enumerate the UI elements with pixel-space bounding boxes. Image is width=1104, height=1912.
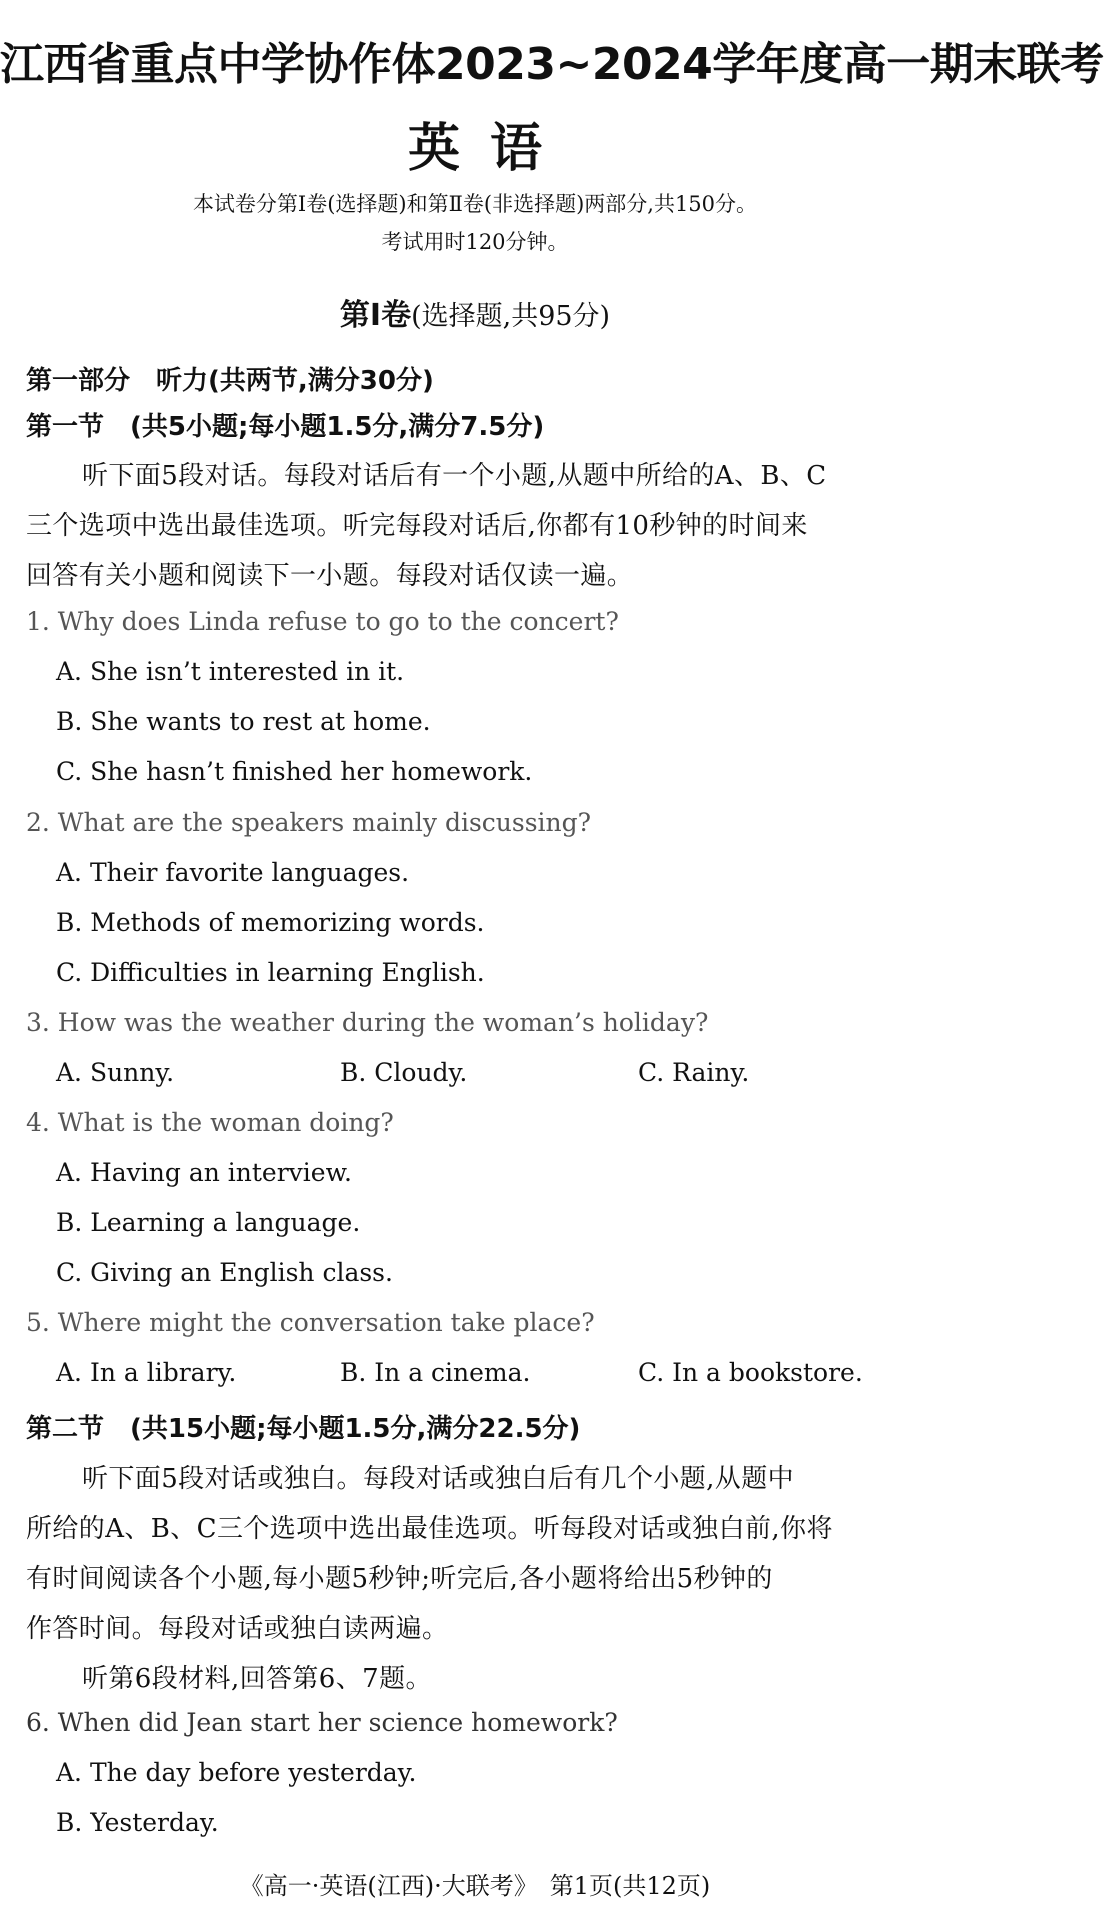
volume-heading xyxy=(0,290,950,334)
question-4-option-c: C. Giving an English class. xyxy=(56,1258,393,1287)
question-1-option-c: C. She hasn’t finished her homework. xyxy=(56,757,533,786)
part1-heading: 第一部分 听力(共两节,满分30分) xyxy=(26,366,434,396)
question-5-option-c: C. In a bookstore. xyxy=(638,1358,863,1387)
section1-intro-line1: 听下面5段对话。每段对话后有一个小题,从题中所给的A、B、C xyxy=(82,461,827,491)
page-footer: 《高一·英语(江西)·大联考》 第1页(共12页) xyxy=(239,1872,711,1900)
question-1-option-b: B. She wants to rest at home. xyxy=(56,707,431,736)
section1-intro-line3: 回答有关小题和阅读下一小题。每段对话仅读一遍。 xyxy=(26,561,634,591)
question-4-stem: 4. What is the woman doing? xyxy=(26,1108,394,1137)
question-5-option-b: B. In a cinema. xyxy=(340,1358,531,1387)
section2-intro-line4: 作答时间。每段对话或独白读两遍。 xyxy=(26,1614,449,1644)
section2-intro-line2: 所给的A、B、C三个选项中选出最佳选项。听每段对话或独白前,你将 xyxy=(26,1514,833,1544)
section1-heading: 第一节 (共5小题;每小题1.5分,满分7.5分) xyxy=(26,412,545,442)
exam-title: 江西省重点中学协作体2023~2024学年度高一期末联考 xyxy=(0,39,1104,90)
material-6-instruction: 听第6段材料,回答第6、7题。 xyxy=(82,1664,432,1694)
question-6-stem: 6. When did Jean start her science homework? xyxy=(26,1708,618,1737)
question-6-option-a: A. The day before yesterday. xyxy=(56,1758,417,1787)
question-3-option-b: B. Cloudy. xyxy=(340,1058,468,1087)
question-5-stem: 5. Where might the conversation take place? xyxy=(26,1308,595,1337)
exam-note-time: 考试用时120分钟。 xyxy=(381,230,569,254)
question-2-stem: 2. What are the speakers mainly discussing? xyxy=(26,808,592,837)
subject-title: 英语 xyxy=(407,119,572,179)
question-3-stem: 3. How was the weather during the woman’s holiday? xyxy=(26,1008,709,1037)
question-5-option-a: A. In a library. xyxy=(56,1358,237,1387)
question-1-option-a: A. She isn’t interested in it. xyxy=(56,657,405,686)
volume-sub: (选择题,共95分) xyxy=(411,301,611,332)
question-2-option-a: A. Their favorite languages. xyxy=(56,858,410,887)
question-1-stem: 1. Why does Linda refuse to go to the concert? xyxy=(26,607,619,636)
section2-heading: 第二节 (共15小题;每小题1.5分,满分22.5分) xyxy=(26,1414,581,1444)
section2-intro-line1: 听下面5段对话或独白。每段对话或独白后有几个小题,从题中 xyxy=(82,1464,795,1494)
volume-main: 第Ⅰ卷 xyxy=(339,298,412,333)
question-3-option-a: A. Sunny. xyxy=(56,1058,175,1087)
question-3-option-c: C. Rainy. xyxy=(638,1058,750,1087)
question-6-option-b: B. Yesterday. xyxy=(56,1808,219,1837)
section1-intro-line2: 三个选项中选出最佳选项。听完每段对话后,你都有10秒钟的时间来 xyxy=(26,511,808,541)
section2-intro-line3: 有时间阅读各个小题,每小题5秒钟;听完后,各小题将给出5秒钟的 xyxy=(26,1564,773,1594)
question-2-option-c: C. Difficulties in learning English. xyxy=(56,958,485,987)
exam-note-structure: 本试卷分第Ⅰ卷(选择题)和第Ⅱ卷(非选择题)两部分,共150分。 xyxy=(192,192,758,216)
question-4-option-b: B. Learning a language. xyxy=(56,1208,361,1237)
question-2-option-b: B. Methods of memorizing words. xyxy=(56,908,485,937)
question-4-option-a: A. Having an interview. xyxy=(56,1158,352,1187)
